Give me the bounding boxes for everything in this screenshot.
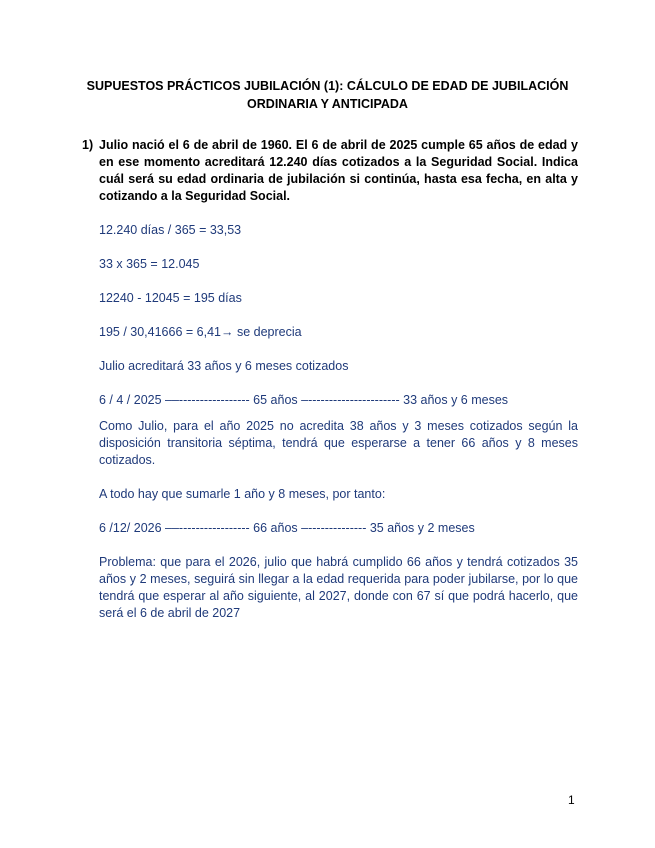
question-1	[82, 137, 578, 205]
answer-calc-3: 12240 - 12045 = 195 días	[99, 291, 242, 305]
title-line-1: SUPUESTOS PRÁCTICOS JUBILACIÓN (1): CÁLCULO DE EDAD DE JUBILACIÓN	[86, 79, 569, 93]
answer-line-8: A todo hay que sumarle 1 año y 8 meses, por tanto:	[99, 487, 386, 501]
page-number: 1	[568, 793, 575, 807]
question-text: Julio nació el 6 de abril de 1960. El 6 de abril de 2025 cumple 65 años de edad y en ese momento acreditará 12.240 días cotizados a la Seguridad Social. Indica cuál será su edad ordinaria de jubilación si continúa, hasta esa fecha, en alta y cotizando a la Seguridad Social.	[99, 138, 578, 203]
question-number: 1)	[82, 138, 94, 152]
answer-paragraph-10: Problema: que para el 2026, julio que habrá cumplido 66 años y tendrá cotizados 35 años y 2 meses, seguirá sin llegar a la edad requerida para poder jubilarse, por lo que tendrá que esperar al año siguiente, al 2027, donde con 67 sí que podrá hacerlo, que será el 6 de abril de 2027	[99, 555, 578, 620]
answer-line-9: 6 /12/ 2026 ––----------------- 66 años –-------------- 35 años y 2 meses	[99, 521, 475, 535]
answer-line-5: Julio acreditará 33 años y 6 meses cotizados	[99, 359, 349, 373]
answer-paragraph-7: Como Julio, para el año 2025 no acredita 38 años y 3 meses cotizados según la disposición transitoria séptima, tendrá que esperarse a tener 66 años y 8 meses cotizados.	[99, 419, 578, 467]
title-line-2: ORDINARIA Y ANTICIPADA	[247, 97, 408, 111]
answer-calc-4: 195 / 30,41666 = 6,41→ se deprecia	[99, 325, 302, 339]
answer-line-6: 6 / 4 / 2025 ––----------------- 65 años –---------------------- 33 años y 6 meses	[99, 393, 509, 407]
document-title	[60, 77, 595, 113]
answer-calc-1: 12.240 días / 365 = 33,53	[99, 223, 242, 237]
answer-calc-2: 33 x 365 = 12.045	[99, 257, 200, 271]
